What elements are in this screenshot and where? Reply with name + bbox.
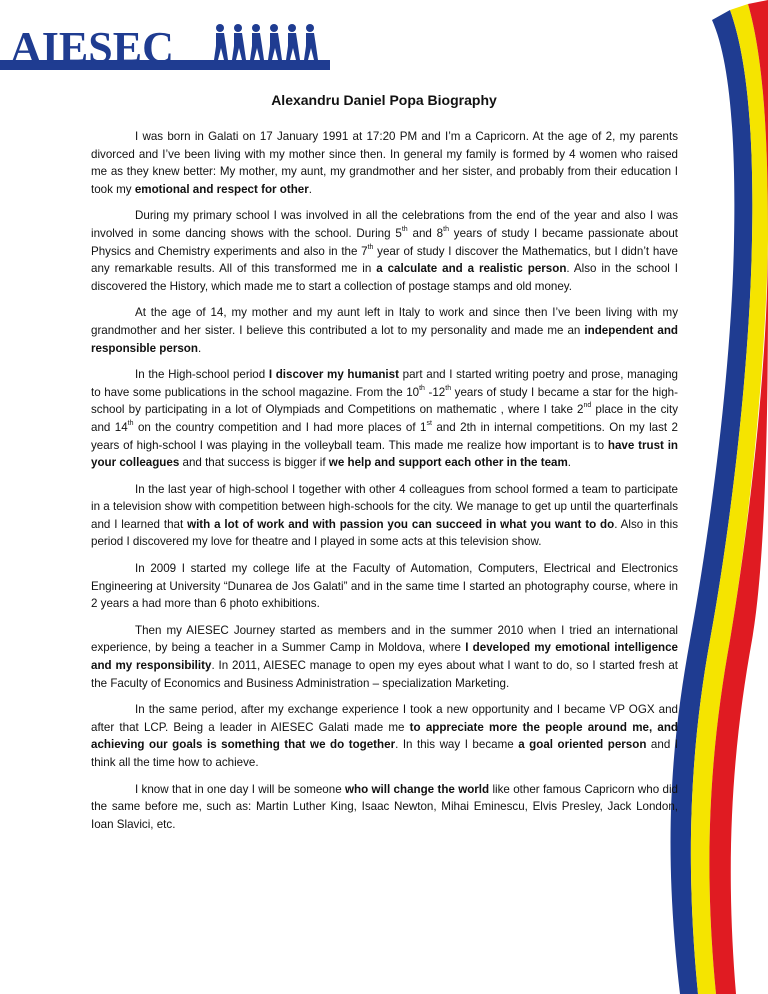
text-run: . [567,456,572,470]
text-run: In the High-school period [135,368,269,382]
paragraph [91,128,678,198]
text-run: years of study I became passionate about Physics and Chemistry experiments and also in the 7 [91,226,678,258]
paragraph [91,781,678,834]
text-run: During my primary school I was involved in all the celebrations from the end of the year and also I was involved in some dancing shows with the school. During 5 [91,209,678,240]
text-run: In 2009 I started my college life at the Faculty of Automation, Computers, Electrical and Electronics Engineering at University “Dunarea de Jos Galati” and in the same time I started an photography course, where in 2 years a had more than 6 photo exhibitions. [91,562,678,611]
bold-phrase: I discover my humanist [268,368,399,382]
bold-phrase: we help and support each other in the team [328,456,568,470]
paragraph [91,622,678,692]
text-run: I was born in Galati on 17 January 1991 at 17:20 PM and I’m a Capricorn. At the age of 2, my parents divorced and I’ve been living with my mother since then. In general my family is formed by 4 women who raised me as they knew better: My mother, my aunt, my grandmother and her sister, and probably from their education I took my [91,130,678,196]
bold-phrase: a goal oriented person [518,738,647,752]
text-run: In the last year of high-school I together with other 4 colleagues from school formed a team to participate in a television show with competition between high-schools for the city. We manage to get up until the quarterfinals and I learned that [91,482,678,531]
bold-phrase: have trust in your colleagues [91,438,679,470]
bold-phrase: to appreciate more the people around me, and achieving our goals is something that we do together [91,720,679,752]
ordinal-suffix: th [443,225,449,233]
text-run: In the same period, after my exchange experience I took a new opportunity and I became VP OGX and after that LCP. Being a leader in AIESEC Galati made me [91,703,678,734]
text-run: -12 [424,385,446,399]
text-run: part and I started writing poetry and prose, managing to have some publications in the school magazine. From the 10 [91,368,678,399]
text-run: . In this way I became [395,738,519,752]
text-run: and I think all the time how to achieve. [91,738,679,769]
text-run: and 2th in internal competitions. On my last 2 years of high-school I was playing in the volleyball team. This made me realize how important is to [91,420,678,452]
paragraph [91,304,678,357]
text-run: on the country competition and I had more places of 1 [133,420,427,434]
text-run: and 8 [407,226,444,240]
paragraph [91,701,678,771]
text-run: . In 2011, AIESEC manage to open my eyes about what I want to do, so I started fresh at the Faculty of Economics and Business Administration – specialization Marketing. [91,659,678,690]
paragraph [91,207,678,295]
ordinal-suffix: th [419,384,425,392]
text-run: place in the city and 14 [91,403,678,434]
bold-phrase: a calculate and a realistic person [376,262,567,276]
ordinal-suffix: th [445,384,452,392]
ordinal-suffix: th [401,225,408,233]
text-run: and that success is bigger if [179,456,329,470]
ordinal-suffix: st [426,419,432,427]
text-run: like other famous Capricorn who did the same before me, such as: Martin Luther King, Isaac Newton, Mihai Eminescu, Elvis Presley, Jack London, Ioan Slavici, etc. [91,782,678,831]
document-title: Alexandru Daniel Popa Biography [271,92,497,108]
logo-people-icon [214,24,318,60]
ordinal-suffix: nd [583,402,592,410]
paragraph [91,366,678,472]
biography-body [91,128,678,842]
aiesec-logo [0,20,330,72]
text-run: . Also in this period I discovered my love for theatre and I played in some acts at this television show. [91,517,678,549]
bold-phrase: independent and responsible person [91,323,678,355]
paragraph [91,481,678,551]
text-run: At the age of 14, my mother and my aunt left in Italy to work and since then I’ve been living with my grandmother and her sister. I believe this contributed a lot to my personality and made me an [91,306,678,337]
bold-phrase: I developed my emotional intelligence and my responsibility [91,641,678,673]
ordinal-suffix: th [127,419,134,427]
text-run: . Also in the school I discovered the History, which made me to start a collection of postage stamps and old money. [91,262,678,293]
bold-phrase: with a lot of work and with passion you can succeed in what you want to do [187,517,615,531]
text-run: . [308,182,312,196]
text-run: I know that in one day I will be someone [135,782,345,796]
text-run: year of study I discover the Mathematics, but I didn’t have any remarkable results. All of this transformed me in [91,244,678,276]
text-run: years of study I became a star for the high-school by participating in a lot of Olympiads and Competitions on mathematic , where I take 2 [91,385,678,417]
bold-phrase: emotional and respect for other [134,182,309,196]
bold-phrase: who will change the world [345,782,490,796]
ordinal-suffix: th [367,243,374,251]
paragraph [91,560,678,613]
text-run: . [197,341,202,355]
logo-wordmark: AIESEC [10,23,174,72]
text-run: Then my AIESEC Journey started as members and in the summer 2010 when I tried an international experience, by being a teacher in a Summer Camp in Moldova, where [91,623,678,655]
